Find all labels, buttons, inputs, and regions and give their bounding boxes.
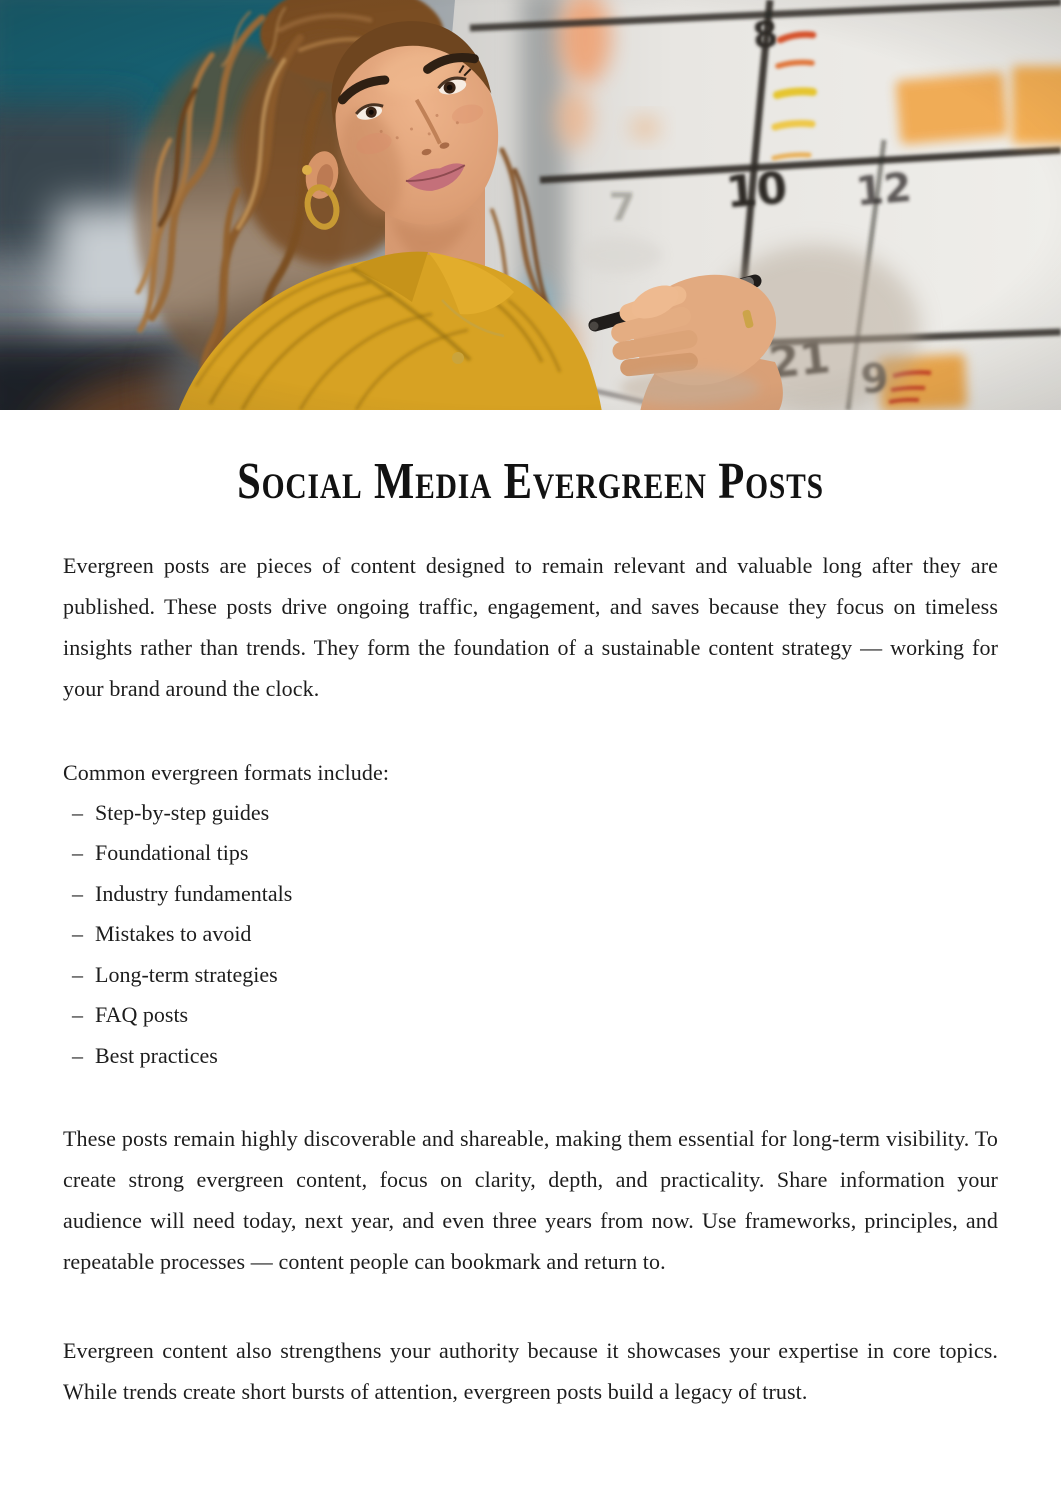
page-title: Social Media Evergreen Posts: [237, 453, 824, 510]
list-dash: –: [72, 1042, 83, 1068]
list-item: [72, 793, 998, 834]
body-paragraph: Evergreen content also strengthens your authority because it showcases your expertise in core topics. While trends create short bursts of attention, evergreen posts build a legacy of trust.: [63, 1338, 998, 1405]
list-item: [72, 995, 998, 1036]
list-item-label: FAQ posts: [95, 1002, 189, 1028]
body-paragraph: These posts remain highly discoverable and shareable, making them essential for long-term visibility. To create strong evergreen content, focus on clarity, depth, and practicality. Share information your audience will need today, next year, and even three years from now. Use frameworks, principles, and repeatable processes — content people can bookmark and return to.: [63, 1126, 998, 1275]
list-dash: –: [72, 840, 83, 866]
list-dash: –: [72, 880, 83, 906]
vignette-overlay: [0, 0, 1061, 410]
list-dash: –: [72, 799, 83, 825]
list-dash: –: [72, 921, 83, 947]
list-item-label: Long-term strategies: [95, 961, 278, 987]
list-item-label: Industry fundamentals: [95, 880, 293, 906]
list-item-label: Best practices: [95, 1042, 218, 1068]
list-item: [72, 833, 998, 874]
list-item: [72, 1036, 998, 1077]
hero-photo-illustration: [0, 0, 1061, 410]
list-dash: –: [72, 961, 83, 987]
list-item-label: Step-by-step guides: [95, 799, 270, 825]
intro-paragraph: Evergreen posts are pieces of content designed to remain relevant and valuable long after they are published. These posts drive ongoing traffic, engagement, and saves because they focus on timeless insights rather than trends. They form the foundation of a sustainable content strategy — working for your brand around the clock.: [63, 552, 998, 701]
list-heading: Common evergreen formats include:: [63, 759, 390, 785]
list-item-label: Foundational tips: [95, 840, 249, 866]
evergreen-format-list: [63, 793, 998, 1077]
list-dash: –: [72, 1002, 83, 1028]
list-item-label: Mistakes to avoid: [95, 921, 252, 947]
hero-image: [0, 0, 1061, 410]
article-body: [0, 455, 1061, 1412]
list-item: [72, 955, 998, 996]
list-item: [72, 874, 998, 915]
list-item: [72, 914, 998, 955]
